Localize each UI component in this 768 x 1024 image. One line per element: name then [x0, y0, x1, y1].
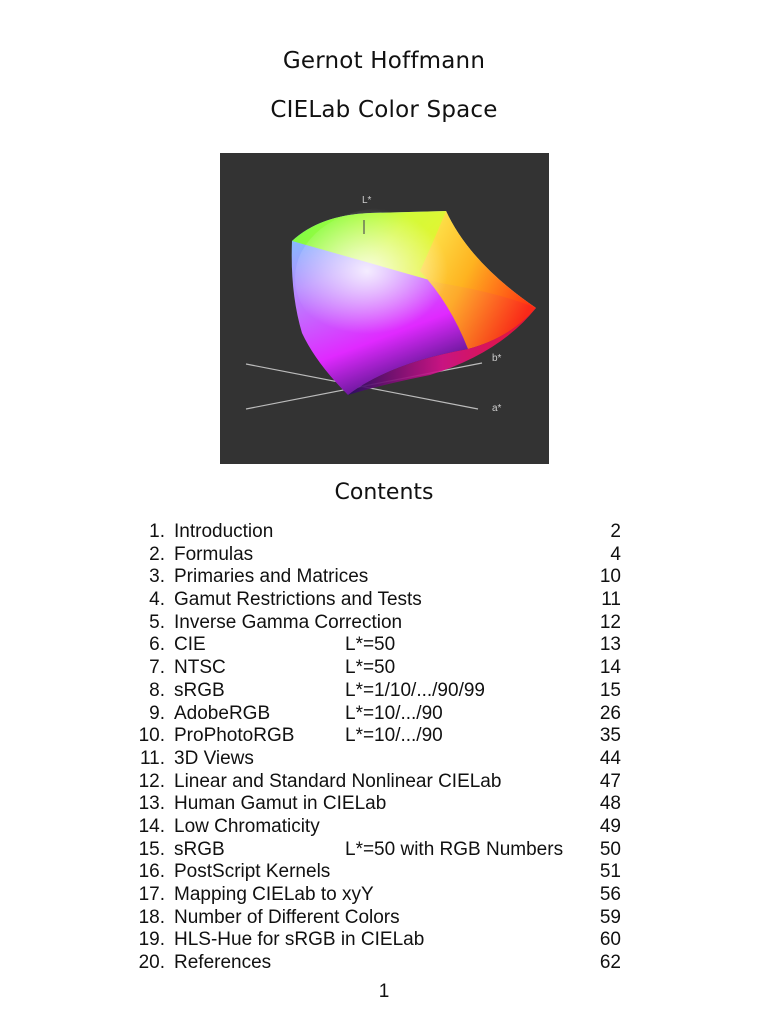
toc-entry-number: 9. [149, 702, 165, 724]
toc-entry[interactable] [120, 680, 625, 703]
toc-entry-page: 51 [599, 861, 621, 883]
toc-entry-page: 4 [610, 543, 621, 565]
toc-entry-page: 44 [599, 747, 621, 769]
toc-entry-title: ProPhotoRGB [174, 725, 295, 747]
toc-entry[interactable] [120, 544, 625, 567]
toc-entry-number: 4. [149, 589, 165, 611]
toc-entry-subtitle: L*=10/.../90 [345, 702, 443, 724]
toc-entry-page: 62 [599, 952, 621, 974]
gamut-highlight [295, 208, 475, 348]
toc-entry[interactable] [120, 657, 625, 680]
toc-entry-number: 16. [138, 861, 165, 883]
toc-entry-title: Number of Different Colors [174, 906, 400, 928]
toc-entry-page: 50 [599, 838, 621, 860]
toc-entry-number: 7. [149, 657, 165, 679]
toc-entry-subtitle: L*=50 with RGB Numbers [345, 838, 564, 860]
toc-entry-number: 6. [149, 634, 165, 656]
toc-entry-page: 13 [599, 634, 621, 656]
toc-entry[interactable] [120, 589, 625, 612]
b-axis-label: b* [492, 353, 502, 364]
gamut-illustration [220, 153, 549, 464]
toc-entry[interactable] [120, 771, 625, 794]
toc-entry-page: 48 [599, 793, 621, 815]
toc-entry-number: 14. [138, 815, 165, 837]
toc-entry-page: 47 [599, 770, 621, 792]
toc-entry-title: Formulas [174, 543, 254, 565]
toc-entry-page: 14 [599, 657, 621, 679]
toc-entry[interactable] [120, 793, 625, 816]
cielab-gamut-figure [220, 153, 549, 464]
toc-entry-number: 3. [149, 566, 165, 588]
toc-entry-title: CIE [174, 634, 206, 656]
toc-entry[interactable] [120, 861, 625, 884]
toc-entry-title: sRGB [174, 838, 225, 860]
toc-entry[interactable] [120, 612, 625, 635]
toc-entry[interactable] [120, 907, 625, 930]
toc-entry-subtitle: L*=10/.../90 [345, 725, 443, 747]
toc-entry-number: 1. [149, 521, 165, 542]
toc-entry-page: 15 [599, 679, 621, 701]
toc-entry-number: 12. [138, 770, 165, 792]
toc-entry-number: 19. [138, 929, 165, 951]
toc-entry-title: Mapping CIELab to xyY [174, 884, 374, 905]
toc-entry-number: 11. [139, 747, 165, 769]
toc-entry-number: 5. [149, 611, 165, 633]
table-of-contents [120, 521, 625, 975]
toc-entry-title: Inverse Gamma Correction [174, 611, 403, 633]
toc-entry[interactable] [120, 748, 625, 771]
toc-entry-page: 35 [599, 725, 621, 747]
toc-entry-number: 10. [138, 725, 165, 747]
toc-entry-page: 12 [599, 611, 621, 633]
toc-entry-title: Gamut Restrictions and Tests [174, 589, 422, 611]
toc-entry[interactable] [120, 952, 625, 975]
toc-entry-number: 13. [138, 793, 165, 815]
toc-entry[interactable] [120, 521, 625, 544]
toc-entry[interactable] [120, 566, 625, 589]
toc-entry-title: References [174, 952, 272, 974]
toc-entry-page: 10 [599, 566, 621, 588]
toc-entry-title: 3D Views [174, 747, 254, 769]
toc-entry-number: 2. [149, 543, 165, 565]
toc-entry-number: 8. [149, 679, 165, 701]
toc-entry-title: Introduction [174, 521, 274, 542]
toc-entry-title: AdobeRGB [174, 702, 271, 724]
toc-entry-page: 26 [599, 702, 621, 724]
toc-entry[interactable] [120, 816, 625, 839]
toc-entry-page: 56 [599, 884, 621, 905]
toc-entry[interactable] [120, 725, 625, 748]
toc-entry-number: 17. [138, 884, 165, 905]
toc-entry-number: 15. [138, 838, 165, 860]
l-axis-label: L* [362, 195, 372, 206]
toc-entry-page: 59 [599, 906, 621, 928]
toc-entry-title: NTSC [174, 657, 226, 679]
toc-entry[interactable] [120, 884, 625, 907]
toc-entry-subtitle: L*=1/10/.../90/99 [345, 679, 485, 701]
toc-entry-page: 60 [599, 929, 621, 951]
toc-entry-subtitle: L*=50 [345, 657, 396, 679]
author-name: Gernot Hoffmann [282, 48, 486, 74]
toc-entry-subtitle: L*=50 [345, 634, 396, 656]
toc-entry-page: 2 [610, 521, 621, 542]
contents-heading: Contents [334, 480, 434, 505]
toc-entry[interactable] [120, 703, 625, 726]
toc-entry-page: 11 [601, 589, 621, 611]
toc-entry[interactable] [120, 839, 625, 862]
toc-entry-title: Linear and Standard Nonlinear CIELab [174, 770, 502, 792]
toc-entry[interactable] [120, 929, 625, 952]
toc-entry-page: 49 [599, 815, 621, 837]
toc-entry-title: Primaries and Matrices [174, 566, 369, 588]
toc-entry-number: 18. [138, 906, 165, 928]
toc-entry-number: 20. [138, 952, 165, 974]
toc-entry-title: Low Chromaticity [174, 815, 320, 837]
document-title: CIELab Color Space [270, 97, 498, 123]
a-axis-label: a* [492, 403, 502, 414]
page-number: 1 [378, 981, 390, 1002]
toc-entry-title: Human Gamut in CIELab [174, 793, 387, 815]
toc-entry-title: PostScript Kernels [174, 861, 331, 883]
toc-entry[interactable] [120, 634, 625, 657]
toc-entry-title: sRGB [174, 679, 225, 701]
toc-entry-title: HLS-Hue for sRGB in CIELab [174, 929, 425, 951]
